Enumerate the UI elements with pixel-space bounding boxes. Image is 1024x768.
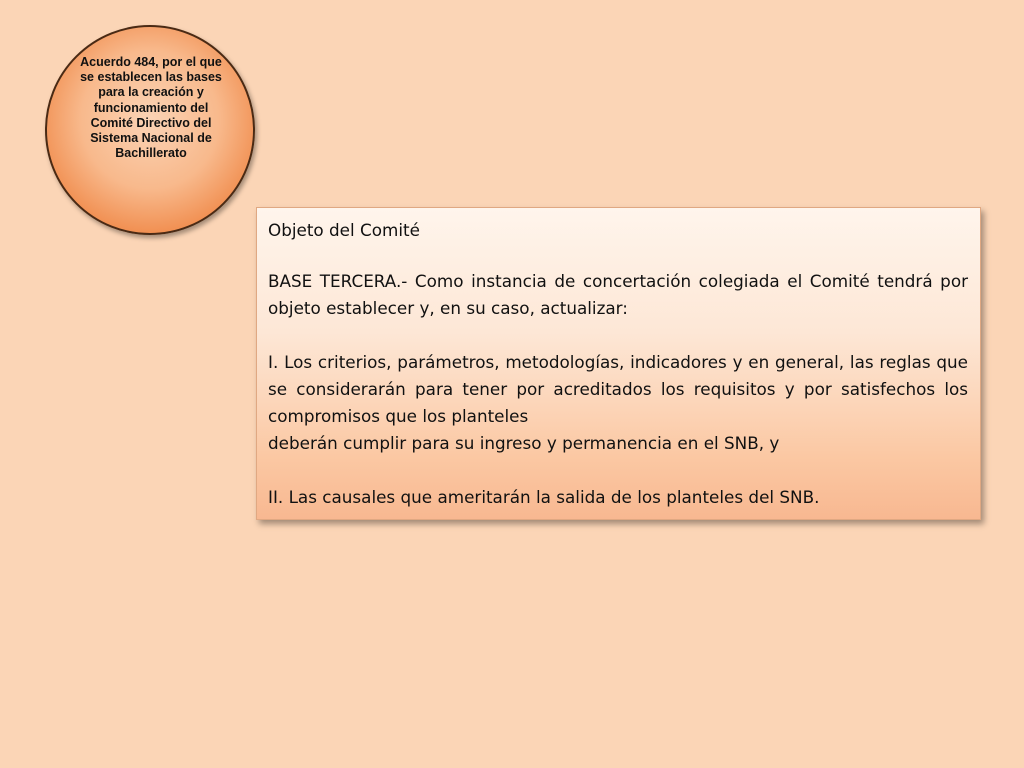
badge-title-text: Acuerdo 484, por el que se establecen las bases para la creación y funcionamiento del Comité Directivo del Sistema Nacional de Bachillerato xyxy=(80,55,222,161)
section-heading: Objeto del Comité xyxy=(268,220,420,240)
item-1-paragraph: I. Los criterios, parámetros, metodologías, indicadores y en general, las reglas que se considerarán para tener por acreditados los requisitos y por satisfechos los compromisos que los planteles xyxy=(268,352,968,426)
item-1-continuation: deberán cumplir para su ingreso y permanencia en el SNB, y xyxy=(268,433,780,453)
base-tercera-paragraph: BASE TERCERA.- Como instancia de concertación colegiada el Comité tendrá por objeto establecer y, en su caso, actualizar: xyxy=(268,271,968,318)
content-text-box xyxy=(256,207,981,520)
item-2-paragraph: II. Las causales que ameritarán la salida de los planteles del SNB. xyxy=(268,487,820,507)
